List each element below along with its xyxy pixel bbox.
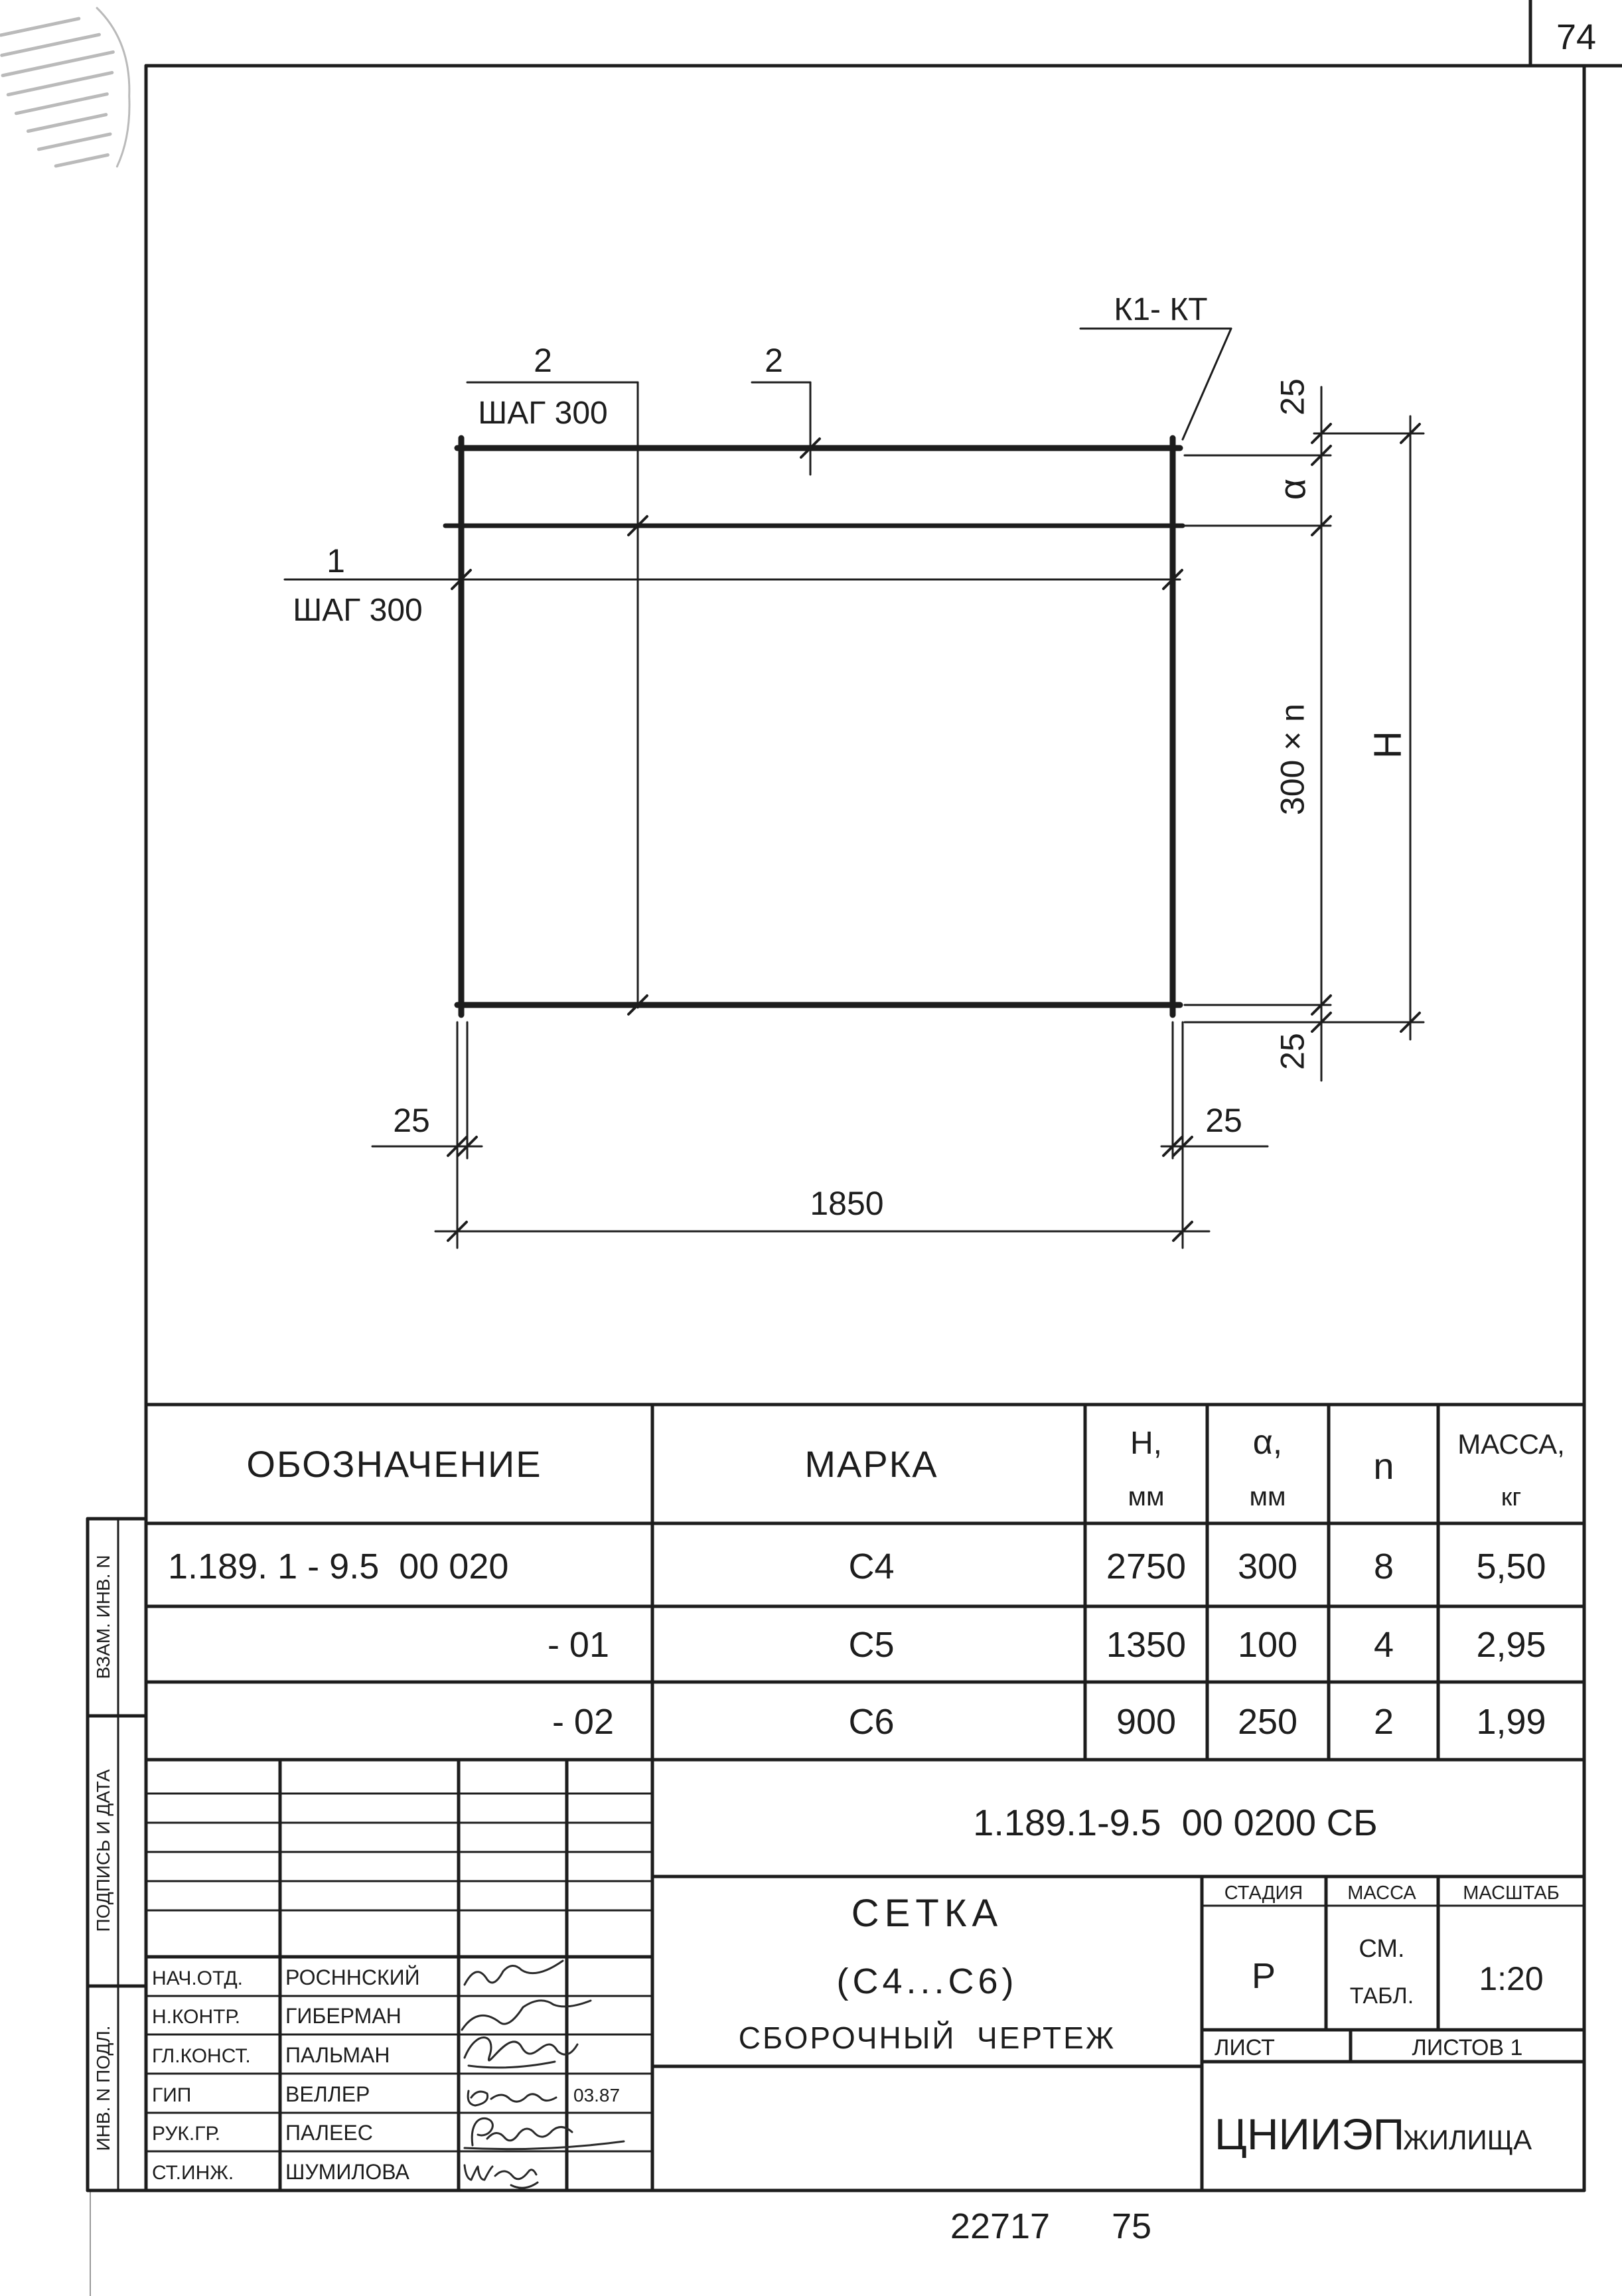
header-h: H,: [1130, 1426, 1162, 1461]
signatory-role: СТ.ИНЖ.: [152, 2162, 234, 2184]
organization-suffix: ЖИЛИЩА: [1403, 2124, 1532, 2155]
dim-bottom-offset: 25: [1274, 1033, 1311, 1070]
signature: [462, 2001, 591, 2030]
pos-1-step: ШАГ 300: [293, 593, 423, 628]
header-a-unit: мм: [1249, 1482, 1286, 1511]
dim-top-offset: 25: [1274, 378, 1311, 416]
signatory-role: Н.КОНТР.: [152, 2006, 241, 2028]
signatory-role: РУК.ГР.: [152, 2123, 221, 2145]
row-n: 4: [1373, 1625, 1394, 1665]
mesh-drawing: [285, 292, 1424, 1248]
row-h: 2750: [1106, 1547, 1187, 1586]
table-row: [552, 1702, 1546, 1742]
sheets-label: ЛИСТОВ 1: [1412, 2035, 1523, 2060]
signature: [465, 2037, 577, 2067]
signatory-name: ГИБЕРМАН: [285, 2004, 402, 2028]
pos-1-label: 1: [327, 542, 345, 579]
title-line-3: СБОРОЧНЫЙ ЧЕРТЕЖ: [738, 2021, 1116, 2055]
dim-left-offset: 25: [393, 1102, 430, 1139]
spec-table: [146, 1405, 1584, 2190]
header-n: n: [1373, 1445, 1394, 1487]
row-mass: 1,99: [1476, 1702, 1546, 1742]
dim-span: 300 × n: [1274, 703, 1311, 816]
row-a: 250: [1237, 1702, 1298, 1742]
row-mark: С5: [848, 1625, 895, 1665]
row-n: 8: [1373, 1547, 1394, 1586]
archive-stamp: [0, 4, 147, 186]
row-designation: - 02: [552, 1702, 614, 1742]
strip-label-vzam-inv: ВЗАМ. ИНВ. N: [92, 1555, 113, 1679]
mass-value-line-2: ТАБЛ.: [1349, 1983, 1414, 2009]
pos-2-right-label: 2: [765, 342, 783, 379]
scale-value: 1:20: [1479, 1960, 1544, 1997]
row-mass: 5,50: [1476, 1547, 1546, 1586]
header-mass-unit: кг: [1501, 1484, 1522, 1511]
signatory-role: ГЛ.КОНСТ.: [152, 2045, 251, 2067]
signature: [465, 1961, 563, 1985]
signatory-name: РОСННСКИЙ: [285, 1965, 420, 1989]
organization: ЦНИИЭП: [1215, 2109, 1405, 2159]
document-code: 1.189.1-9.5 00 0200 СБ: [973, 1801, 1378, 1843]
signatory-row: [152, 2160, 538, 2188]
dim-right-offset: 25: [1205, 1102, 1242, 1139]
stage-value: Р: [1251, 1956, 1276, 1996]
stage-label: СТАДИЯ: [1224, 1882, 1303, 1904]
signatory-role: НАЧ.ОТД.: [152, 1967, 243, 1989]
sheet-number: 74: [1556, 17, 1597, 57]
signatory-name: ВЕЛЛЕР: [285, 2082, 370, 2106]
weld-mark-leader: [1183, 329, 1231, 439]
title-line-1: СЕТКА: [851, 1892, 1003, 1935]
strip-label-inv-podl: ИНВ. N ПОДЛ.: [92, 2025, 113, 2151]
signatory-name: ПАЛЬМАН: [285, 2043, 390, 2067]
mass-label: МАССА: [1347, 1882, 1416, 1904]
dimension-ticks: [448, 424, 1420, 1241]
table-row: [548, 1625, 1546, 1665]
left-strip: [88, 1519, 146, 2190]
row-mark: С4: [848, 1547, 895, 1586]
row-designation: 1.189. 1 - 9.5 00 020: [168, 1547, 509, 1586]
row-mass: 2,95: [1476, 1625, 1546, 1665]
title-block: [146, 1760, 1584, 2190]
signatory-row: [152, 2001, 591, 2030]
sheet-label: ЛИСТ: [1215, 2035, 1275, 2060]
strip-label-podpis-data: ПОДПИСЬ И ДАТА: [92, 1769, 113, 1932]
signatory-date: 03.87: [573, 2085, 621, 2105]
header-designation: ОБОЗНАЧЕНИЕ: [246, 1443, 542, 1485]
mass-value-line-1: СМ.: [1359, 1935, 1405, 1963]
signature: [465, 2118, 624, 2149]
weld-mark-label: К1- КТ: [1114, 292, 1208, 327]
signatory-name: ПАЛЕЕС: [285, 2121, 373, 2145]
row-a: 300: [1237, 1547, 1298, 1586]
row-n: 2: [1373, 1702, 1394, 1742]
signatory-row: [152, 2037, 577, 2067]
header-a: α,: [1252, 1423, 1283, 1462]
header-mass: МАССА,: [1457, 1428, 1565, 1460]
signatory-row: [152, 1961, 563, 1989]
signature: [465, 2165, 538, 2188]
dim-a: α: [1271, 478, 1313, 500]
row-h: 1350: [1106, 1625, 1187, 1665]
page-number: 75: [1111, 2206, 1152, 2246]
signature: [468, 2091, 556, 2105]
signatory-role: ГИП: [152, 2084, 192, 2106]
header-h-unit: мм: [1128, 1482, 1165, 1511]
row-designation: - 01: [547, 1625, 609, 1665]
row-mark: С6: [848, 1702, 895, 1742]
table-row: [168, 1547, 1546, 1586]
header-mark: МАРКА: [804, 1443, 938, 1485]
row-h: 900: [1116, 1702, 1177, 1742]
signatory-name: ШУМИЛОВА: [285, 2160, 409, 2184]
pos-2-left-label: 2: [534, 342, 552, 379]
archive-number: 22717: [950, 2206, 1051, 2246]
scale-label: МАСШТАБ: [1463, 1882, 1560, 1904]
title-line-2: (С4...С6): [836, 1961, 1018, 2001]
signatory-row: [152, 2118, 624, 2149]
pos-2-left-step: ШАГ 300: [478, 396, 608, 431]
dim-height: H: [1366, 731, 1410, 759]
row-a: 100: [1237, 1625, 1298, 1665]
dim-width: 1850: [810, 1185, 884, 1222]
signatory-row: [152, 2082, 620, 2106]
